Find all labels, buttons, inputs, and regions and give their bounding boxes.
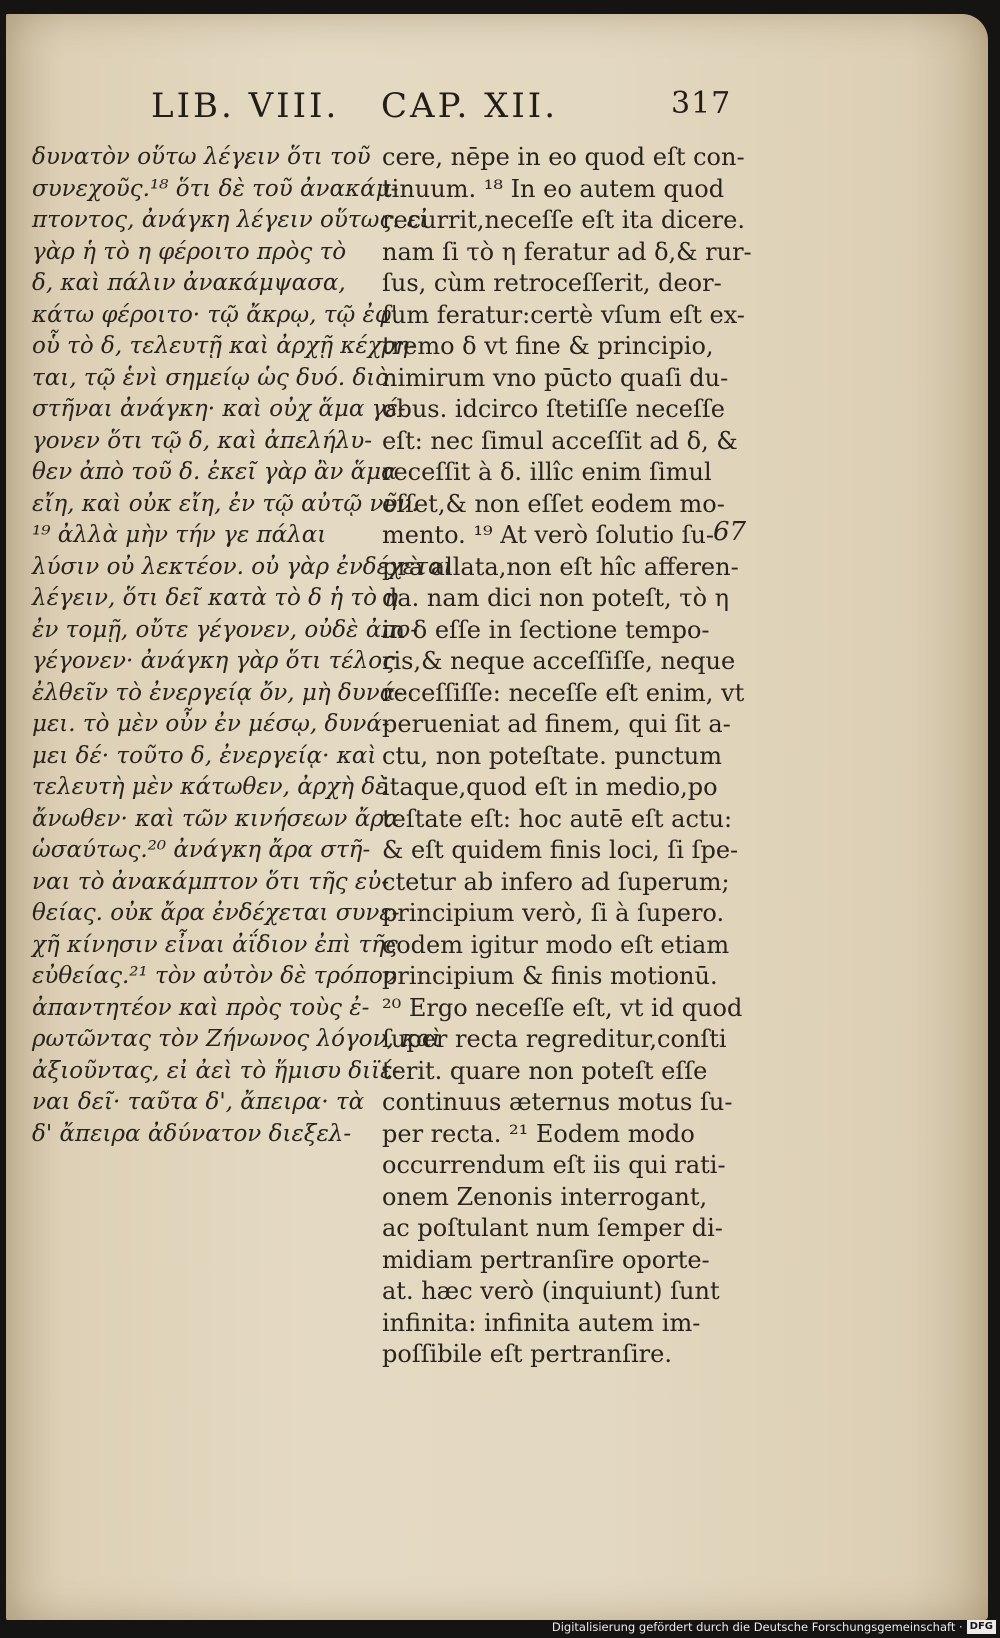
latin-text-line: cere, nēpe in eo quod eſt con- [382,143,745,171]
greek-text-line: εὐθείας.²¹ τὸν αὐτὸν δὲ τρόπον [32,963,397,989]
footer-credit: Digitalisierung gefördert durch die Deutsche Forschungsgemeinschaft · [551,1620,963,1634]
latin-text-line: in δ eſſe in ſectione tempo- [382,615,710,644]
latin-text-line: nam ſi τὸ η feratur ad δ,& rur- [382,237,752,266]
greek-text-line: μει. τὸ μὲν οὖν ἐν μέσῳ, δυνά- [32,711,390,737]
latin-text-line: occurrendum eſt iis qui rati- [382,1151,726,1179]
greek-text-line: δ, καὶ πάλιν ἀνακάμψασα, [32,270,346,296]
greek-text-line: ἐν τομῇ, οὔτε γέγονεν, οὐδὲ ἀπο- [32,616,418,643]
dfg-logo: DFG [967,1620,996,1634]
latin-text-line: nimirum vno pūcto quaſi du- [382,363,729,392]
digitization-footer [551,1618,996,1636]
greek-text-line: ρωτῶντας τὸν Ζήνωνος λόγον, καὶ [32,1026,441,1052]
latin-text-line: & eſt quidem finis loci, ſi ſpe- [382,836,739,864]
greek-text-line: ¹⁹ ἀλλὰ μὴν τήν γε πάλαι [32,522,327,548]
book-page [6,14,988,1620]
header-chapter-number: CAP. XII. [381,86,559,126]
latin-text-line: receſſit à δ. illîc enim ſimul [382,458,712,486]
latin-text-line: per recta. ²¹ Eodem modo [382,1119,695,1148]
latin-text-line: ctu, non poteſtate. punctum [382,741,722,770]
latin-text-line: principium & finis motionū. [382,962,718,990]
latin-text-line: ²⁰ Ergo neceſſe eſt, vt id quod [382,993,743,1022]
latin-text-line: eſt: nec ſimul acceſſit ad δ, & [382,426,738,455]
latin-text-line: da. nam dici non poteſt, τὸ η [382,584,730,612]
greek-text-line: γέγονεν· ἀνάγκη γὰρ ὅτι τέλος [32,648,395,674]
greek-text-line: εἴη, καὶ οὐκ εἴη, ἐν τῷ αὐτῷ νῦν. [32,490,419,517]
latin-text-line: receſſiſſe: neceſſe eſt enim, vt [382,678,745,707]
latin-text-line: ac poſtulant num ſemper di- [382,1214,723,1242]
latin-text-line: tremo δ vt fine & principio, [382,332,714,360]
greek-text-line: λύσιν οὐ λεκτέον. οὐ γὰρ ἐνδέχεται [32,553,453,580]
page-number: 317 [671,86,732,121]
greek-text-line: ἐλθεῖν τὸ ἐνεργείᾳ ὄν, μὴ δυνά- [32,679,404,706]
greek-text-line: κάτω φέροιτο· τῷ ἄκρῳ, τῷ ἐφ' [32,301,398,328]
header-book-number: LIB. VIII. [151,86,340,126]
greek-text-line: γονεν ὅτι τῷ δ, καὶ ἀπελήλυ- [32,427,372,454]
greek-text-line: τελευτὴ μὲν κάτωθεν, ἀρχὴ δὲ [32,774,388,800]
latin-text-line: recurrit,neceſſe eſt ita dicere. [382,206,745,234]
greek-text-line: ται, τῷ ἑνὶ σημείῳ ὡς δυό. διὸ [32,364,390,391]
greek-text-line: οὗ τὸ δ, τελευτῇ καὶ ἀρχῇ κέχρη- [32,333,417,359]
latin-text-line: ſus, cùm retroceſſerit, deor- [382,269,722,297]
greek-text-line: μει δέ· τοῦτο δ, ἐνεργείᾳ· καὶ [32,742,377,769]
greek-text-line: ἄνωθεν· καὶ τῶν κινήσεων ἄρα [32,805,400,832]
greek-text-line: δυνατὸν οὕτω λέγειν ὅτι τοῦ [32,144,371,170]
latin-text-line: mento. ¹⁹ At verò ſolutio ſu- [382,521,715,549]
latin-text-line: poſſibile eſt pertranſire. [382,1340,672,1368]
latin-text-line: ctetur ab infero ad ſuperum; [382,867,730,896]
latin-text-line: eſſet,& non eſſet eodem mo- [382,489,725,518]
latin-text-line: itaque,quod eſt in medio,po [382,773,718,801]
greek-text-line: πτοντος, ἀνάγκη λέγειν οὕτως. εἰ [32,207,429,233]
latin-text-line: prà allata,non eſt hîc afferen- [382,552,739,581]
latin-text-line: eodem igitur modo eſt etiam [382,930,730,959]
latin-text-line: terit. quare non poteſt eſſe [382,1056,708,1085]
latin-text-line: obus. idcirco ſtetiſſe neceſſe [382,395,725,423]
latin-text-line: tinuum. ¹⁸ In eo autem quod [382,174,725,203]
greek-text-line: θεν ἀπὸ τοῦ δ. ἐκεῖ γὰρ ἂν ἅμα [32,459,397,485]
latin-text-line: infinita: infinita autem im- [382,1308,701,1337]
latin-text-line: ſuper recta regreditur,conſti [382,1025,727,1053]
greek-text-line: ἀξιοῦντας, εἰ ἀεὶ τὸ ἥμισυ διϊέ- [32,1057,401,1084]
latin-text-line: ris,& neque acceſſiſſe, neque [382,647,736,675]
greek-text-line: γὰρ ἡ τὸ η φέροιτο πρὸς τὸ [32,238,347,265]
latin-text-line: midiam pertranſire oporte- [382,1245,710,1274]
greek-text-column [32,142,453,1150]
greek-text-line: λέγειν, ὅτι δεῖ κατὰ τὸ δ ἡ τὸ η [32,585,399,611]
running-header [6,86,988,136]
latin-text-line: ſum feratur:certè vſum eſt ex- [382,300,745,329]
margin-note: 67 [713,517,747,547]
greek-text-line: ναι δεῖ· ταῦτα δ', ἄπειρα· τὰ [32,1089,365,1115]
greek-text-line: ὡσαύτως.²⁰ ἀνάγκη ἄρα στῆ- [32,837,371,863]
latin-text-line: perueniat ad finem, qui ſit a- [382,710,731,738]
greek-text-line: δ' ἄπειρα ἀδύνατον διεξελ- [32,1120,352,1147]
greek-text-line: ναι τὸ ἀνακάμπτον ὅτι τῆς εὐ- [32,868,390,895]
latin-text-line: continuus æternus motus ſu- [382,1088,733,1116]
greek-text-line: συνεχοῦς.¹⁸ ὅτι δὲ τοῦ ἀνακάμ- [32,175,399,202]
latin-text-line: at. hæc verò (inquiunt) ſunt [382,1277,720,1305]
latin-text-line: principium verò, ſi à ſupero. [382,899,725,927]
latin-text-line: onem Zenonis interrogant, [382,1182,708,1211]
greek-text-line: ἀπαντητέον καὶ πρὸς τοὺς ἐ- [32,994,370,1021]
greek-text-line: χῆ κίνησιν εἶναι ἀΐδιον ἐπὶ τῆς [32,931,398,958]
greek-text-line: θείας. οὐκ ἄρα ἐνδέχεται συνε- [32,900,400,926]
latin-text-line: teſtate eſt: hoc autē eſt actu: [382,804,733,833]
greek-text-line: στῆναι ἀνάγκη· καὶ οὐχ ἅμα γέ- [32,396,406,422]
